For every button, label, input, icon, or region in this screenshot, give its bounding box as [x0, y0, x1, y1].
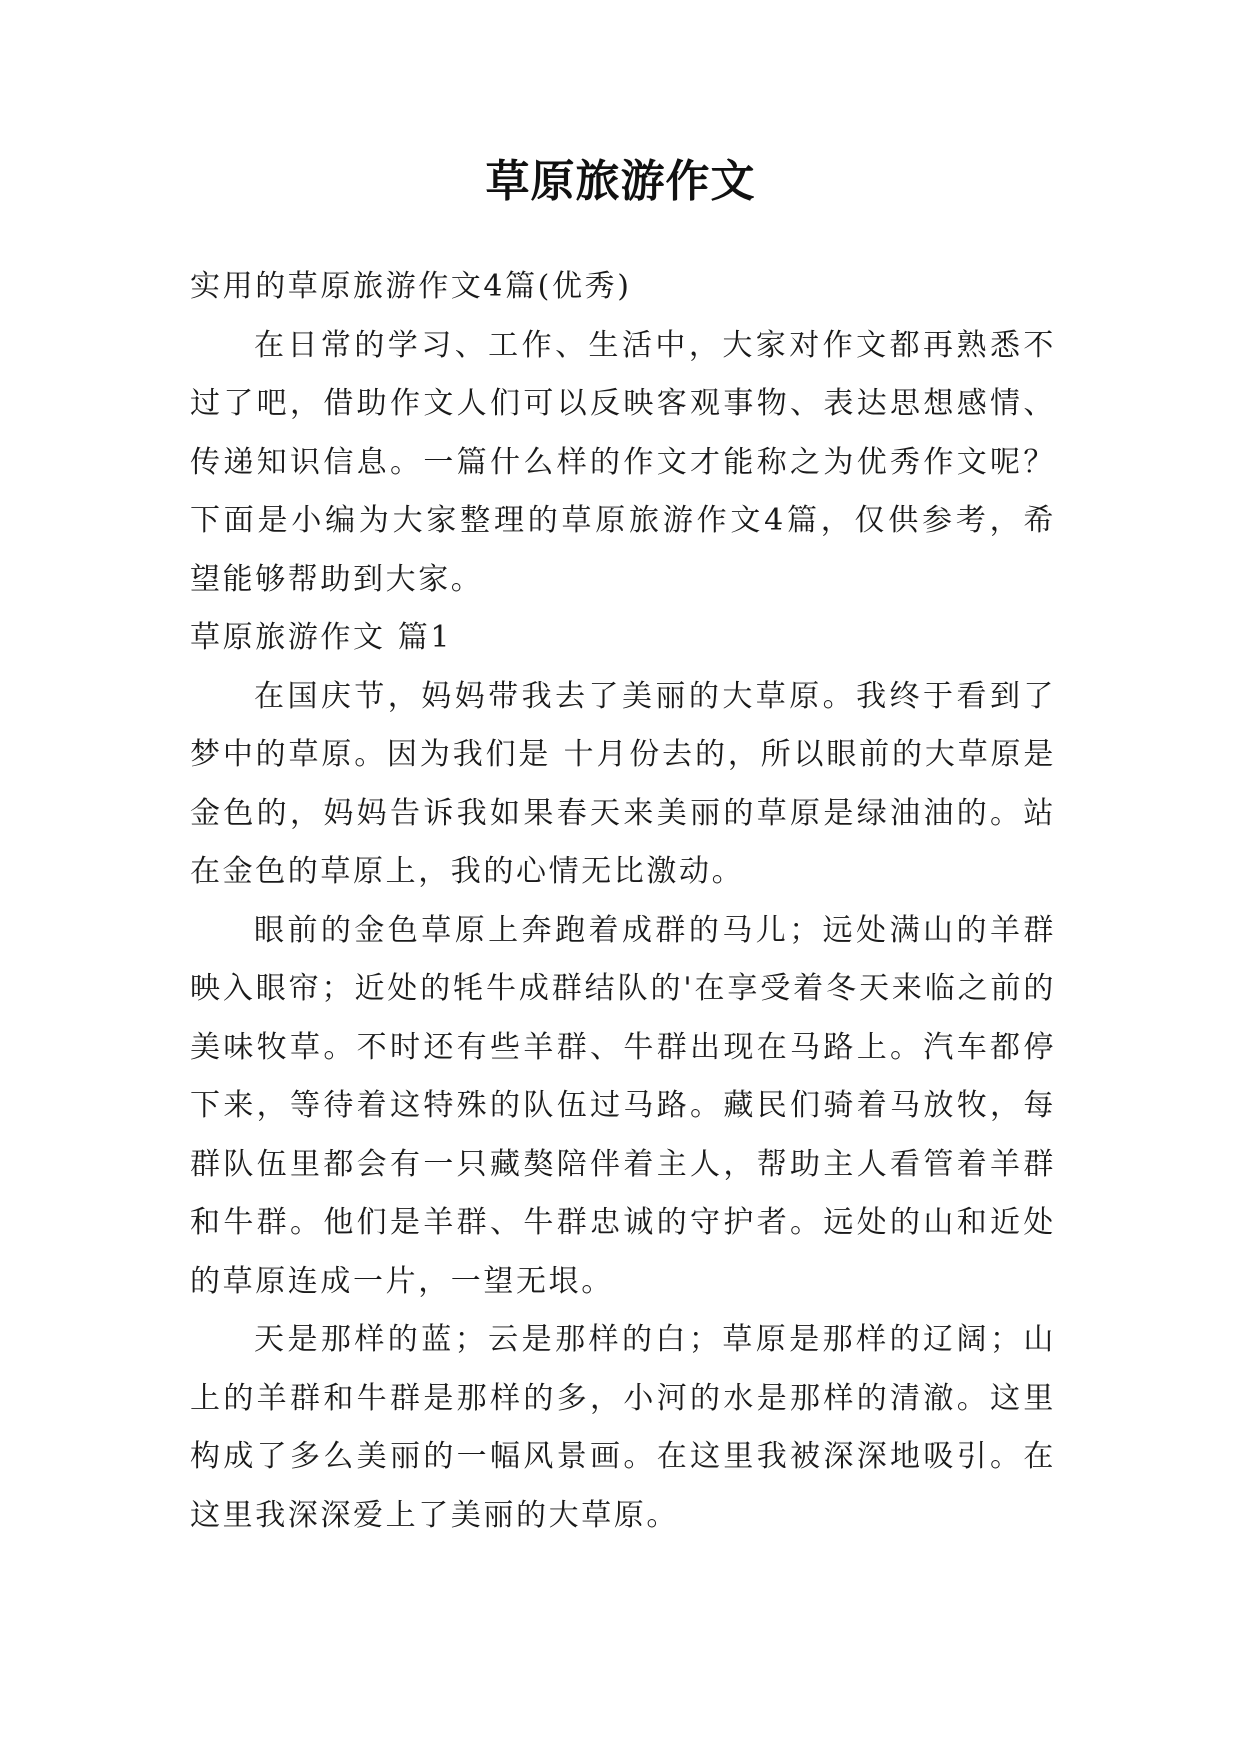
body-paragraph-2: 眼前的金色草原上奔跑着成群的马儿；远处满山的羊群映入眼帘；近处的牦牛成群结队的'在享受着冬天来临之前的美味牧草。不时还有些羊群、牛群出现在马路上。汽车都停下来，等待着这特殊的队伍过马路。藏民们骑着马放牧，每群队伍里都会有一只藏獒陪伴着主人，帮助主人看管着羊群和牛群。他们是羊群、牛群忠诚的守护者。远处的山和近处的草原连成一片，一望无垠。	[190, 912, 1056, 1299]
intro-paragraph: 在日常的学习、工作、生活中，大家对作文都再熟悉不过了吧，借助作文人们可以反映客观事物、表达思想感情、传递知识信息。一篇什么样的作文才能称之为优秀作文呢？下面是小编为大家整理的草原旅游作文4篇，仅供参考，希望能够帮助到大家。	[190, 327, 1056, 597]
document-body	[190, 258, 1056, 1545]
document-title: 草原旅游作文	[485, 156, 756, 207]
document-subtitle: 实用的草原旅游作文4篇(优秀)	[190, 269, 632, 304]
body-paragraph-3: 天是那样的蓝；云是那样的白；草原是那样的辽阔；山上的羊群和牛群是那样的多，小河的水是那样的清澈。这里构成了多么美丽的一幅风景画。在这里我被深深地吸引。在这里我深深爱上了美丽的大草原。	[190, 1322, 1056, 1533]
section-heading: 草原旅游作文 篇1	[190, 620, 453, 655]
body-paragraph-1: 在国庆节，妈妈带我去了美丽的大草原。我终于看到了梦中的草原。因为我们是 十月份去的，所以眼前的大草原是金色的，妈妈告诉我如果春天来美丽的草原是绿油油的。站在金色的草原上，我的心情无比激动。	[190, 678, 1056, 889]
